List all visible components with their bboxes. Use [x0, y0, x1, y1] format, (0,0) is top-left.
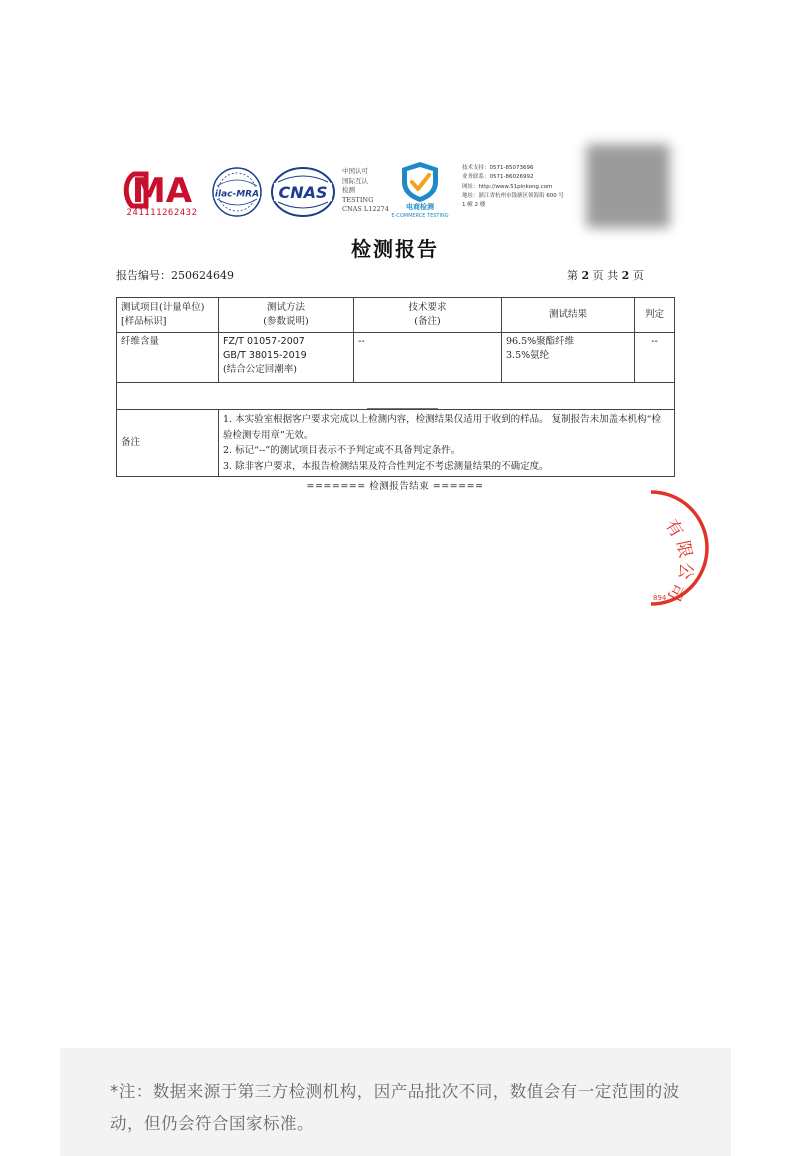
company-seal-stamp	[651, 490, 711, 606]
website-line: 网址：http://www.51pinkong.com	[462, 183, 553, 190]
certification-logos	[122, 158, 682, 238]
header-text: 判定	[644, 309, 664, 320]
header-text: 技术要求	[408, 302, 447, 313]
svg-text:公: 公	[674, 561, 696, 581]
page-total: 2	[621, 269, 630, 282]
remark-item: 2. 标记“--”的测试项目表示不予判定或不具备判定条件。	[223, 445, 461, 456]
cnas-logo	[270, 166, 336, 218]
divider-cell	[117, 383, 675, 410]
cnas-logo-text: CNAS	[278, 183, 328, 202]
cell-requirement: --	[354, 333, 502, 383]
header-cell-requirement	[354, 298, 502, 333]
table-row	[117, 333, 675, 383]
cma-logo-text: MA	[131, 171, 193, 211]
method-line: (结合公定回潮率)	[223, 364, 297, 375]
cell-method	[219, 333, 354, 383]
header-text: 测试结果	[548, 309, 587, 320]
result-line: 3.5%氨纶	[506, 350, 550, 361]
cell-result	[502, 333, 635, 383]
header-subtext: [样品标识]	[121, 316, 167, 327]
address-line: 1 幢 2 楼	[462, 202, 486, 209]
page-prefix: 第	[567, 269, 578, 282]
ecom-label-en: E-COMMERCE TESTING	[391, 213, 449, 219]
contact-info	[462, 164, 590, 210]
remarks-cell	[219, 410, 675, 477]
report-end-line: ======= 检测报告结束 ======	[306, 481, 484, 492]
header-cell-item	[117, 298, 219, 333]
svg-text:894: 894	[653, 594, 667, 602]
table-header-row	[117, 298, 675, 333]
header-text: 测试项目(计量单位)	[121, 302, 205, 313]
header-cell-method	[219, 298, 354, 333]
cnas-info-line: 检测	[342, 186, 355, 194]
cnas-info-line: TESTING	[342, 195, 374, 204]
page-mid: 页 共	[592, 269, 619, 282]
divider-line	[367, 408, 438, 409]
cma-number: 241111262432	[126, 208, 198, 218]
svg-text:有: 有	[660, 516, 687, 542]
cnas-info	[342, 167, 389, 215]
report-title: 检测报告	[351, 237, 439, 261]
svg-text:限: 限	[672, 538, 696, 560]
cnas-info-line: CNAS L12274	[342, 205, 389, 213]
header-cell-judgment	[635, 298, 675, 333]
method-line: FZ/T 01057-2007	[223, 336, 305, 347]
blurred-qr-code	[586, 144, 670, 228]
remark-item: 3. 除非客户要求，本报告检测结果及符合性判定不考虑测量结果的不确定度。	[223, 460, 549, 472]
ecom-label-cn: 电商检测	[406, 203, 434, 211]
business-line: 业务联系：0571-86026992	[462, 174, 534, 181]
page-indicator	[567, 267, 644, 283]
tech-support-line: 技术支持：0571-85073696	[462, 165, 534, 171]
cell-item: 纤维含量	[117, 333, 219, 383]
cnas-info-line: 中国认可	[342, 167, 368, 175]
header-text: 测试方法	[266, 302, 305, 313]
result-line: 96.5%聚酯纤维	[506, 336, 575, 347]
method-line: GB/T 38015-2019	[223, 350, 307, 361]
header-cell-result	[502, 298, 635, 333]
remark-item: 1. 本实验室根据客户要求完成以上检测内容，检测结果仅适用于收到的样品。 复制报告未加盖本机构“检验检测专用章”无效。	[223, 414, 661, 441]
cnas-info-line: 国际互认	[342, 176, 368, 185]
cell-judgment: --	[635, 333, 675, 383]
report-number-value: 250624649	[171, 269, 234, 282]
footnote-panel	[60, 1048, 731, 1156]
remarks-label: 备注	[117, 410, 219, 477]
footnote-text: *注：数据来源于第三方检测机构，因产品批次不同，数值会有一定范围的波动，但仍会符合国家标准。	[110, 1082, 680, 1133]
test-results-table	[116, 297, 675, 477]
header-subtext: (参数说明)	[263, 316, 309, 327]
header-subtext: (备注)	[414, 316, 441, 327]
remarks-row	[117, 410, 675, 477]
report-number-label: 报告编号：	[116, 269, 171, 282]
address-line: 地址：浙江省杭州市钱塘区领海街 600 号	[462, 192, 564, 199]
page-suffix: 页	[632, 269, 644, 282]
report-number	[116, 267, 234, 283]
ilac-logo-text: ilac-MRA	[214, 189, 260, 200]
page-current: 2	[581, 269, 590, 282]
ilac-mra-logo	[211, 166, 263, 218]
divider-row	[117, 383, 675, 410]
svg-text:司: 司	[663, 579, 689, 604]
